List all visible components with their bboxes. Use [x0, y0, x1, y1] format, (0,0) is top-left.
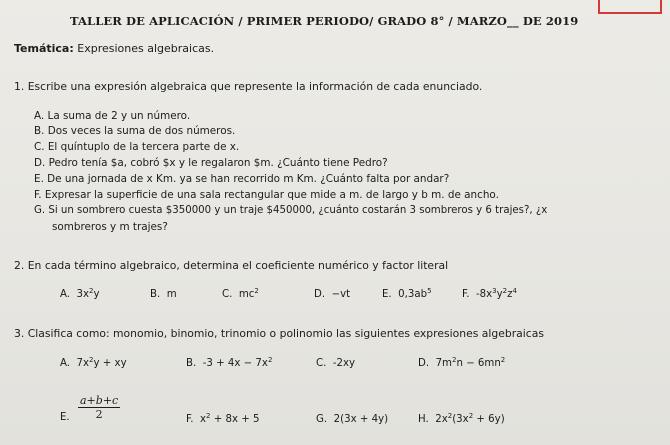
q3-expr-b: B. $-3 + 4x - 7x^2$: [186, 356, 273, 369]
q3-expr-c: C. -2xy: [316, 358, 356, 369]
q2-term-a: A. $3x^2y$: [60, 287, 100, 300]
red-corner-box: [598, 0, 662, 14]
q1-item-g-continued: sombreros y m trajes?: [52, 221, 168, 233]
question-1-prompt: 1. Escribe una expresión algebraica que represente la información de cada enunciado.: [14, 80, 483, 93]
q1-item-g: G. Si un sombrero cuesta $350000 y un traje $450000, ¿cuánto costarán 3 sombreros y 6 trajes?, ¿x: [34, 205, 548, 216]
worksheet-title: TALLER DE APLICACIÓN / PRIMER PERIODO/ GRADO 8° / MARZO__ DE 2019: [70, 14, 579, 28]
tematica-line: [14, 42, 214, 55]
q3-expr-f: F. $x^2 + 8x + 5$: [186, 412, 260, 425]
tematica-label: Temática:: [14, 42, 74, 55]
q2-term-c: C. $mc^2$: [222, 287, 259, 300]
question-2-prompt: 2. En cada término algebraico, determina el coeficiente numérico y factor literal: [14, 259, 449, 272]
q2-term-b: B. m: [150, 289, 177, 300]
q3-expr-e-fraction: [78, 394, 120, 421]
q3-expr-h: H. $2x^2(3x^2 + 6y)$: [418, 412, 505, 425]
q3-expr-a: A. $7x^2y$ + xy: [60, 356, 127, 369]
q1-item-f: F. Expresar la superficie de una sala rectangular que mide a m. de largo y b m. de ancho.: [34, 189, 499, 201]
fraction-numerator: a+b+c: [80, 394, 119, 407]
q2-term-d: D. −vt: [314, 289, 351, 300]
tematica-value: Expresiones algebraicas.: [73, 42, 215, 55]
q1-item-a: A. La suma de 2 y un número.: [34, 110, 191, 122]
q2-term-e: E. $0,3ab^5$: [382, 287, 432, 300]
q1-item-d: D. Pedro tenía $a, cobró $x y le regalaron $m. ¿Cuánto tiene Pedro?: [34, 157, 388, 169]
q1-item-e: E. De una jornada de x Km. ya se han recorrido m Km. ¿Cuánto falta por andar?: [34, 173, 450, 185]
q2-term-f: F. $-8x^3y^2z^4$: [462, 287, 517, 300]
q3-expr-d: D. $7m^2n - 6mn^2$: [418, 356, 506, 369]
q3-expr-e-label: E.: [60, 412, 70, 423]
q1-item-b: B. Dos veces la suma de dos números.: [34, 125, 236, 137]
q3-expr-g: G. 2(3x + 4y): [316, 414, 389, 425]
q1-item-c: C. El quíntuplo de la tercera parte de x.: [34, 141, 240, 153]
fraction-denominator: 2: [95, 408, 103, 421]
question-3-prompt: 3. Clasifica como: monomio, binomio, trinomio o polinomio las siguientes expresiones algebraicas: [14, 327, 544, 340]
